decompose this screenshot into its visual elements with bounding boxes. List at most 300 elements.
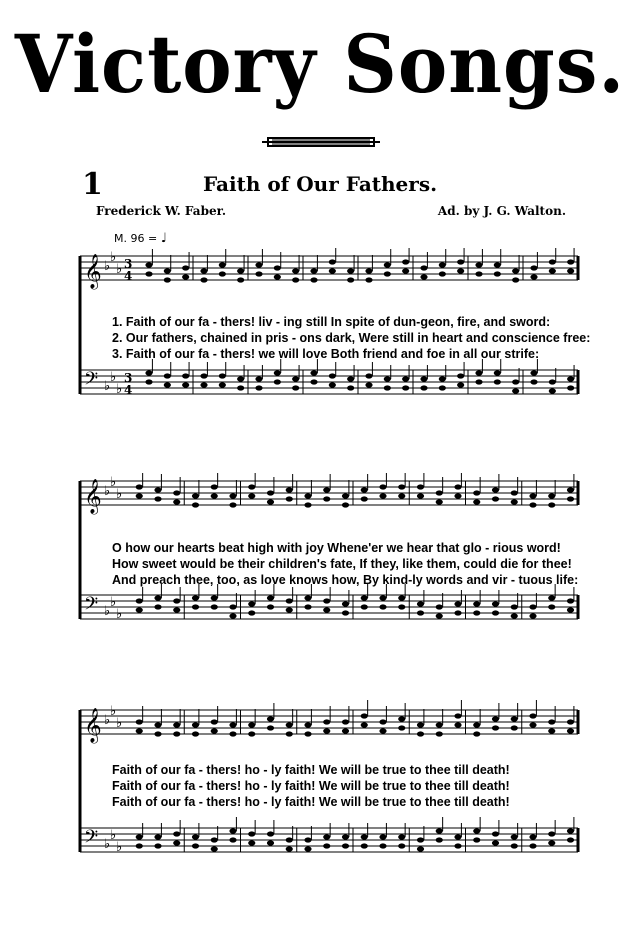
note-head [436, 604, 443, 609]
note-head [454, 601, 461, 606]
note-head [342, 719, 349, 724]
note-head [229, 731, 236, 736]
note-head [219, 373, 226, 378]
note-head [323, 598, 330, 603]
note-head [417, 722, 424, 727]
note-head [567, 259, 574, 264]
flat-icon: ♭ [110, 595, 117, 610]
note-head [211, 484, 218, 489]
note-head [286, 487, 293, 492]
note-head [211, 719, 218, 724]
note-head [439, 262, 446, 267]
refrain-line-3: Faith of our fa - thers! ho - ly faith! We will be true to thee till death! [112, 795, 510, 809]
note-head [417, 731, 424, 736]
note-head [473, 731, 480, 736]
note-head [310, 277, 317, 282]
note-head [384, 376, 391, 381]
flat-icon: ♭ [110, 370, 117, 385]
note-head [304, 502, 311, 507]
note-head [361, 604, 368, 609]
note-head [398, 725, 405, 730]
note-head [154, 834, 161, 839]
note-head [182, 382, 189, 387]
note-head [529, 843, 536, 848]
note-head [237, 385, 244, 390]
note-head [292, 376, 299, 381]
note-head [567, 487, 574, 492]
note-head [530, 265, 537, 270]
flat-icon: ♭ [116, 840, 123, 855]
note-head [361, 487, 368, 492]
note-head [255, 385, 262, 390]
note-head [304, 722, 311, 727]
note-head [323, 719, 330, 724]
note-head [154, 487, 161, 492]
note-head [454, 484, 461, 489]
note-head [361, 722, 368, 727]
note-head [267, 831, 274, 836]
note-head [274, 274, 281, 279]
verse-2-line-1: 2. Our fathers, chained in pris - ons dark, Were still in heart and conscience free: [112, 331, 591, 345]
verse-3-line-1: 3. Faith of our fa - thers! we will love Both friend and foe in all our strife: [112, 347, 540, 361]
note-head [436, 837, 443, 842]
note-head [211, 837, 218, 842]
note-head [323, 607, 330, 612]
note-head [192, 843, 199, 848]
note-head [529, 613, 536, 618]
note-head [473, 828, 480, 833]
note-head [267, 490, 274, 495]
note-head [267, 499, 274, 504]
note-head [436, 828, 443, 833]
note-head [304, 604, 311, 609]
note-head [365, 277, 372, 282]
note-head [136, 843, 143, 848]
note-head [549, 259, 556, 264]
note-head [511, 716, 518, 721]
note-head [494, 379, 501, 384]
note-head [200, 268, 207, 273]
note-head [237, 376, 244, 381]
note-head [248, 840, 255, 845]
note-head [567, 607, 574, 612]
note-head [454, 834, 461, 839]
flat-icon: ♭ [110, 704, 117, 719]
note-head [164, 373, 171, 378]
note-head [475, 271, 482, 276]
note-head [154, 722, 161, 727]
note-head [323, 487, 330, 492]
note-head [567, 837, 574, 842]
note-head [342, 834, 349, 839]
note-head [494, 262, 501, 267]
flat-icon: ♭ [116, 262, 123, 277]
note-head [248, 493, 255, 498]
flat-icon: ♭ [104, 484, 111, 499]
note-head [154, 604, 161, 609]
note-head [304, 595, 311, 600]
note-head [342, 610, 349, 615]
note-head [310, 370, 317, 375]
note-head [417, 493, 424, 498]
book-title: Victory Songs. [14, 18, 626, 112]
note-head [473, 837, 480, 842]
note-head [323, 496, 330, 501]
note-head [229, 837, 236, 842]
note-head [436, 722, 443, 727]
note-head [229, 604, 236, 609]
verse-1-line-1: 1. Faith of our fa - thers! liv - ing still In spite of dun-geon, fire, and sword: [112, 315, 551, 329]
note-head [511, 613, 518, 618]
note-head [361, 713, 368, 718]
note-head [154, 595, 161, 600]
note-head [567, 268, 574, 273]
note-head [182, 373, 189, 378]
note-head [420, 265, 427, 270]
note-head [211, 846, 218, 851]
note-head [548, 493, 555, 498]
note-head [267, 595, 274, 600]
note-head [361, 834, 368, 839]
note-head [567, 496, 574, 501]
note-head [173, 490, 180, 495]
note-head [145, 271, 152, 276]
note-head [492, 831, 499, 836]
note-head [347, 277, 354, 282]
note-head [530, 379, 537, 384]
note-head [211, 595, 218, 600]
note-head [154, 496, 161, 501]
note-head [384, 262, 391, 267]
note-head [229, 722, 236, 727]
hymn-number: 1 [82, 167, 103, 202]
note-head [511, 604, 518, 609]
note-head [323, 843, 330, 848]
flat-icon: ♭ [104, 837, 111, 852]
note-head [379, 484, 386, 489]
note-head [255, 262, 262, 267]
flat-icon: ♭ [110, 828, 117, 843]
note-head [286, 837, 293, 842]
note-head [274, 370, 281, 375]
flat-icon: ♭ [104, 379, 111, 394]
hymn-title: Faith of Our Fathers. [202, 172, 438, 196]
flat-icon: ♭ [104, 604, 111, 619]
note-head [173, 831, 180, 836]
note-head [211, 728, 218, 733]
bass-staff [80, 370, 578, 394]
note-head [511, 490, 518, 495]
note-head [384, 271, 391, 276]
note-head [286, 598, 293, 603]
note-head [304, 731, 311, 736]
note-head [237, 277, 244, 282]
note-head [173, 598, 180, 603]
note-head [267, 725, 274, 730]
note-head [402, 259, 409, 264]
treble-staff [80, 256, 578, 280]
note-head [548, 728, 555, 733]
note-head [549, 268, 556, 273]
note-head [398, 843, 405, 848]
note-head [529, 502, 536, 507]
note-head [548, 840, 555, 845]
note-head [145, 262, 152, 267]
note-head [286, 731, 293, 736]
note-head [379, 843, 386, 848]
note-head [511, 725, 518, 730]
note-head [329, 382, 336, 387]
note-head [384, 385, 391, 390]
note-head [529, 604, 536, 609]
note-head [248, 601, 255, 606]
note-head [292, 385, 299, 390]
note-head [379, 719, 386, 724]
note-head [347, 268, 354, 273]
bass-clef-icon: 𝄢 [84, 827, 99, 852]
note-head [512, 379, 519, 384]
note-head [379, 595, 386, 600]
note-head [567, 828, 574, 833]
note-head [136, 493, 143, 498]
flat-icon: ♭ [110, 475, 117, 490]
verse-2-line-2: How sweet would be their children's fate, If they, like them, could die for thee! [112, 557, 572, 571]
time-signature: 3 [124, 371, 133, 385]
note-head [494, 370, 501, 375]
note-head [457, 268, 464, 273]
note-head [200, 373, 207, 378]
note-head [164, 268, 171, 273]
refrain-line-2: Faith of our fa - thers! ho - ly faith! We will be true to thee till death! [112, 779, 510, 793]
note-head [548, 502, 555, 507]
flat-icon: ♭ [104, 259, 111, 274]
note-head [192, 722, 199, 727]
note-head [417, 837, 424, 842]
note-head [192, 834, 199, 839]
note-head [229, 493, 236, 498]
note-head [417, 484, 424, 489]
note-head [310, 268, 317, 273]
note-head [286, 496, 293, 501]
note-head [512, 388, 519, 393]
note-head [219, 382, 226, 387]
note-head [347, 385, 354, 390]
note-head [310, 379, 317, 384]
note-head [365, 382, 372, 387]
note-head [439, 385, 446, 390]
note-head [286, 722, 293, 727]
note-head [136, 719, 143, 724]
note-head [229, 828, 236, 833]
note-head [292, 277, 299, 282]
flat-icon: ♭ [116, 607, 123, 622]
note-head [329, 259, 336, 264]
note-head [473, 601, 480, 606]
note-head [567, 719, 574, 724]
note-head [529, 493, 536, 498]
note-head [145, 370, 152, 375]
tempo-marking: M. 96 = ♩ [114, 231, 167, 246]
note-head [361, 843, 368, 848]
note-head [398, 604, 405, 609]
note-head [323, 728, 330, 733]
note-head [475, 370, 482, 375]
flat-icon: ♭ [110, 250, 117, 265]
note-head [402, 376, 409, 381]
verse-1-line-2: O how our hearts beat high with joy Whene'er we hear that glo - rious word! [112, 541, 561, 555]
note-head [379, 728, 386, 733]
author-credit: Frederick W. Faber. [96, 204, 226, 218]
note-head [402, 385, 409, 390]
note-head [492, 610, 499, 615]
note-head [365, 373, 372, 378]
bass-clef-icon: 𝄢 [84, 594, 99, 619]
note-head [267, 716, 274, 721]
note-head [342, 502, 349, 507]
note-head [211, 604, 218, 609]
note-head [248, 610, 255, 615]
note-head [192, 493, 199, 498]
note-head [475, 262, 482, 267]
note-head [473, 499, 480, 504]
note-head [379, 493, 386, 498]
arranger-credit: Ad. by J. G. Walton. [437, 204, 566, 218]
note-head [248, 831, 255, 836]
note-head [304, 846, 311, 851]
note-head [512, 277, 519, 282]
note-head [219, 271, 226, 276]
note-head [417, 601, 424, 606]
note-head [492, 840, 499, 845]
treble-clef-icon: 𝄞 [84, 254, 102, 289]
note-head [548, 604, 555, 609]
note-head [229, 613, 236, 618]
note-head [173, 722, 180, 727]
note-head [173, 607, 180, 612]
note-head [192, 502, 199, 507]
note-head [342, 728, 349, 733]
note-head [420, 385, 427, 390]
note-head [454, 713, 461, 718]
note-head [436, 613, 443, 618]
note-head [361, 496, 368, 501]
note-head [457, 259, 464, 264]
bass-clef-icon: 𝄢 [84, 369, 99, 394]
note-head [398, 493, 405, 498]
note-head [417, 846, 424, 851]
note-head [398, 484, 405, 489]
note-head [492, 496, 499, 501]
note-head [439, 376, 446, 381]
note-head [164, 277, 171, 282]
note-head [323, 834, 330, 839]
flat-icon: ♭ [116, 716, 123, 731]
note-head [492, 716, 499, 721]
ornament-divider [262, 134, 380, 150]
note-head [136, 728, 143, 733]
time-signature: 4 [124, 383, 133, 397]
note-head [398, 834, 405, 839]
note-head [549, 388, 556, 393]
flat-icon: ♭ [104, 713, 111, 728]
note-head [454, 843, 461, 848]
note-head [255, 271, 262, 276]
note-head [420, 376, 427, 381]
note-head [136, 484, 143, 489]
note-head [136, 598, 143, 603]
note-head [192, 595, 199, 600]
note-head [361, 595, 368, 600]
note-head [154, 731, 161, 736]
note-head [436, 490, 443, 495]
treble-clef-icon: 𝄞 [84, 479, 102, 514]
note-head [329, 373, 336, 378]
note-head [529, 722, 536, 727]
note-head [567, 728, 574, 733]
note-head [475, 379, 482, 384]
note-head [365, 268, 372, 273]
note-head [200, 382, 207, 387]
note-head [342, 843, 349, 848]
note-head [436, 731, 443, 736]
note-head [457, 382, 464, 387]
note-head [292, 268, 299, 273]
note-head [237, 268, 244, 273]
note-head [511, 834, 518, 839]
note-head [529, 713, 536, 718]
verse-3-line-2: And preach thee, too, as love knows how, By kind-ly words and vir - tuous life: [112, 573, 579, 587]
note-head [398, 716, 405, 721]
note-head [342, 493, 349, 498]
note-head [173, 840, 180, 845]
note-head [457, 373, 464, 378]
note-head [219, 262, 226, 267]
note-head [512, 268, 519, 273]
note-head [182, 265, 189, 270]
note-head [248, 484, 255, 489]
note-head [274, 379, 281, 384]
treble-clef-icon: 𝄞 [84, 708, 102, 743]
note-head [248, 722, 255, 727]
time-signature: 3 [124, 257, 133, 271]
note-head [173, 731, 180, 736]
note-head [402, 268, 409, 273]
note-head [492, 601, 499, 606]
note-head [439, 271, 446, 276]
note-head [473, 610, 480, 615]
note-head [154, 843, 161, 848]
note-head [173, 499, 180, 504]
note-head [379, 604, 386, 609]
note-head [530, 274, 537, 279]
note-head [548, 595, 555, 600]
note-head [492, 487, 499, 492]
note-head [530, 370, 537, 375]
note-head [286, 846, 293, 851]
note-head [511, 843, 518, 848]
treble-staff [80, 481, 578, 505]
note-head [454, 493, 461, 498]
note-head [304, 493, 311, 498]
note-head [164, 382, 171, 387]
note-head [200, 277, 207, 282]
note-head [136, 834, 143, 839]
note-head [248, 731, 255, 736]
note-head [436, 499, 443, 504]
note-head [492, 725, 499, 730]
note-head [454, 610, 461, 615]
note-head [136, 607, 143, 612]
